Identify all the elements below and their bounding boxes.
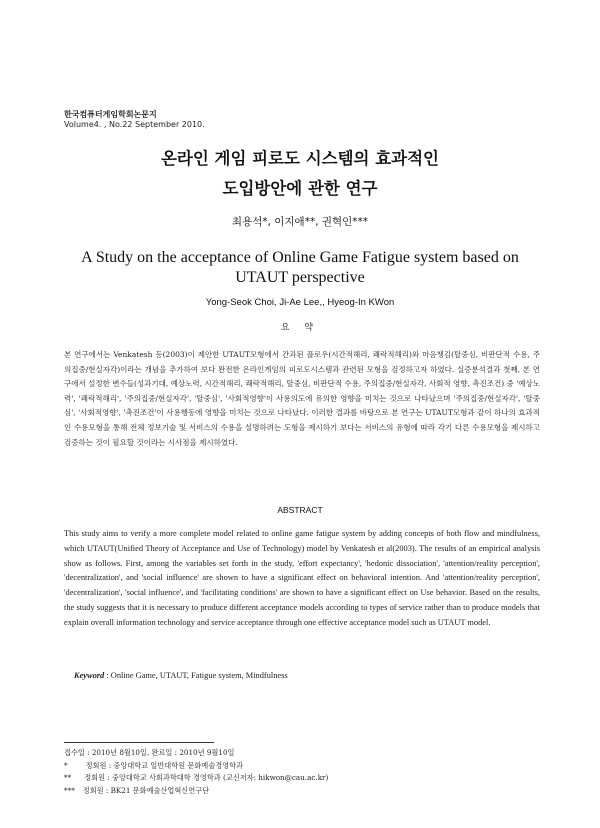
footnote-author3: [64, 785, 328, 798]
journal-volume: Volume4. , No.22 September 2010.: [64, 120, 205, 129]
abstract-english-heading: ABSTRACT: [277, 505, 323, 515]
footnote-mark: **: [64, 773, 72, 782]
abstract-korean-heading: 요 약: [280, 323, 320, 333]
journal-name: 한국컴퓨터게임학회논문지: [64, 110, 157, 119]
authors-english: Yong-Seok Choi, Ji-Ae Lee,, Hyeog-In KWon: [205, 297, 395, 308]
abstract-english-body: This study aims to verify a more complete model related to online game fatigue system by adding concepts of both flow and mindfulness, which UTAUT(Unified Theory of Acceptance and Use of Technology) model by Venkatesh et al(2003). The results of an empirical analysis show as follows. First, among the variables set forth in the study, 'effort expectancy', 'hedonic dissociation', 'attention/reality perception', 'decentralization', and 'social influence' are shown to have a significant effect on behavioral intention. And 'attention/reality perception', 'decentralization', 'social influence', and 'facilitating conditions' are shown to have a significant effect on Use behavior. Based on the results, the study suggests that it is necessary to produce different acceptance models according to types of service rather than to produce models that explain overall information technology and service acceptance through one effective acceptance model such as UTAUT model.: [64, 529, 540, 627]
authors-korean: 최용석*, 이지애**, 권혁인***: [231, 216, 369, 228]
footnote-author1: [64, 760, 328, 773]
footnote-author2: [64, 772, 328, 785]
footnote-received: [64, 747, 328, 760]
title-english-line1: A Study on the acceptance of Online Game Fatigue system based on: [81, 249, 519, 266]
keyword-label: Keyword: [74, 671, 105, 680]
title-korean-line2: 도입방안에 관한 연구: [222, 179, 378, 198]
footnote-text: 정회원 : 중앙대학교 사회과학대학 경영학과 (교신저자: hikwon@cau.ac.kr): [84, 773, 329, 782]
footnote-text: 정회원 : 중앙대학교 일반대학원 문화예술경영학과: [85, 760, 243, 770]
journal-info: [64, 110, 205, 130]
footnote-text: 정회원 : BK21 문화예술산업혁신연구단: [82, 785, 210, 795]
keywords: [74, 671, 288, 680]
title-korean-line1: 온라인 게임 피로도 시스템의 효과적인: [160, 149, 439, 168]
footnote-divider: [64, 742, 214, 743]
footnote-text: 접수일 : 2010년 8월10일, 완료일 : 2010년 9월10일: [64, 748, 235, 757]
keyword-text: Online Game, UTAUT, Fatigue system, Mindfulness: [110, 671, 288, 680]
keyword-separator: :: [104, 671, 111, 680]
title-english-line2: UTAUT perspective: [235, 269, 365, 286]
footnote-mark: *: [64, 760, 68, 770]
abstract-korean-body: 본 연구에서는 Venkatesh 등(2003)이 제안한 UTAUT모형에서 간과된 플로우(시간적해리, 쾌락적해리)와 마음챙김(탈중심, 비판단적 수용, 주의집중/현실자각)이라는 개념을 추가하여 보다 완전한 온라인게임의 피로도시스템과 관련된 모형을 검정하고자 하였다. 실증분석결과 첫째, 본 연구에서 설정한 변수들(성과기대, 예상노력, 시간적해리, 쾌락적해리, 탈중심, 비판단적 수용, 주의집중/현실자각, 사회적 영향, 촉진조건) 중 '예상노력', '쾌락적해리', '주의집중/현실자각', '탈중심', '사회적영향'이 사용의도에 유의한 영향을 미치는 것으로 나타났으며 '주의집중/현실자각', '탈중심', '사회적영향', '촉진조건'이 사용행동에 영향을 미치는 것으로 나타났다. 이러한 결과를 바탕으로 본 연구는 UTAUT모형과 같이 하나의 효과적인 수용모형을 통해 전체 정보기술 및 서비스의 수용을 설명하려는 도형을 제시하기 보다는 서비스의 유형에 따라 각기 다른 수용모형을 제시하고 검증하는 것이 필요할 것이라는 시사점을 제시하였다.: [64, 350, 540, 447]
footnote-mark: ***: [64, 785, 75, 795]
footnotes: [64, 747, 328, 797]
